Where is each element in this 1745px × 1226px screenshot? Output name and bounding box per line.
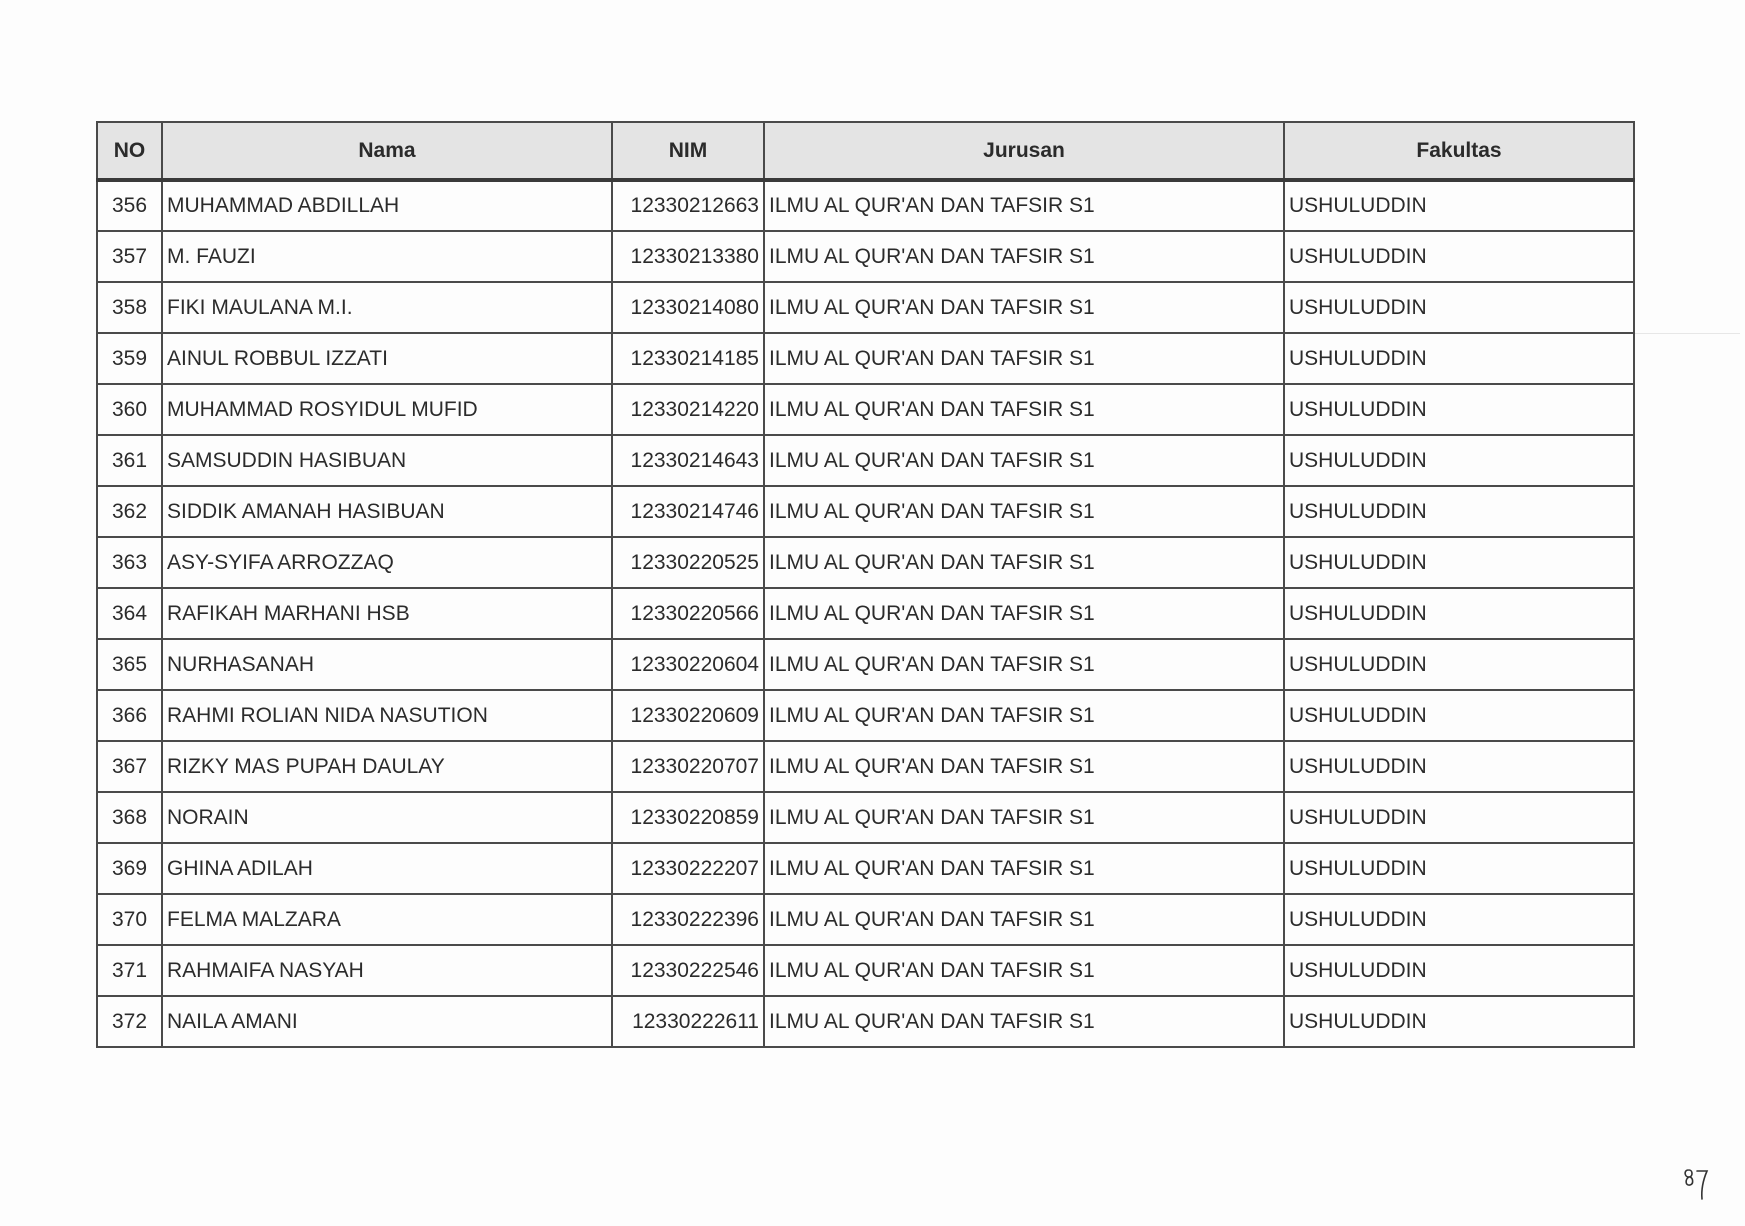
cell-jurusan: ILMU AL QUR'AN DAN TAFSIR S1: [764, 741, 1284, 792]
table-row: [97, 792, 1634, 843]
cell-nama: SIDDIK AMANAH HASIBUAN: [162, 486, 612, 537]
cell-jurusan: ILMU AL QUR'AN DAN TAFSIR S1: [764, 282, 1284, 333]
cell-nama: RAHMAIFA NASYAH: [162, 945, 612, 996]
cell-nim: 12330222611: [612, 996, 764, 1047]
table-row: [97, 282, 1634, 333]
cell-jurusan: ILMU AL QUR'AN DAN TAFSIR S1: [764, 639, 1284, 690]
cell-fakultas: USHULUDDIN: [1284, 588, 1634, 639]
cell-fakultas: USHULUDDIN: [1284, 435, 1634, 486]
cell-fakultas: USHULUDDIN: [1284, 282, 1634, 333]
cell-no: 369: [97, 843, 162, 894]
table-row: [97, 180, 1634, 231]
cell-jurusan: ILMU AL QUR'AN DAN TAFSIR S1: [764, 894, 1284, 945]
cell-no: 358: [97, 282, 162, 333]
cell-nim: 12330220525: [612, 537, 764, 588]
cell-nim: 12330220609: [612, 690, 764, 741]
cell-fakultas: USHULUDDIN: [1284, 333, 1634, 384]
cell-nim: 12330220707: [612, 741, 764, 792]
cell-nama: RIZKY MAS PUPAH DAULAY: [162, 741, 612, 792]
table-row: [97, 486, 1634, 537]
cell-jurusan: ILMU AL QUR'AN DAN TAFSIR S1: [764, 792, 1284, 843]
cell-fakultas: USHULUDDIN: [1284, 843, 1634, 894]
handwritten-page-number: [1682, 1166, 1712, 1202]
cell-jurusan: ILMU AL QUR'AN DAN TAFSIR S1: [764, 996, 1284, 1047]
cell-no: 368: [97, 792, 162, 843]
cell-no: 367: [97, 741, 162, 792]
header-no: NO: [97, 122, 162, 180]
header-fakultas: Fakultas: [1284, 122, 1634, 180]
table-body: [97, 180, 1634, 1047]
cell-nama: NURHASANAH: [162, 639, 612, 690]
cell-nama: ASY-SYIFA ARROZZAQ: [162, 537, 612, 588]
cell-nim: 12330214220: [612, 384, 764, 435]
cell-fakultas: USHULUDDIN: [1284, 894, 1634, 945]
table-row: [97, 690, 1634, 741]
cell-nim: 12330220566: [612, 588, 764, 639]
cell-nama: M. FAUZI: [162, 231, 612, 282]
cell-nim: 12330214746: [612, 486, 764, 537]
cell-nim: 12330220859: [612, 792, 764, 843]
cell-jurusan: ILMU AL QUR'AN DAN TAFSIR S1: [764, 435, 1284, 486]
cell-fakultas: USHULUDDIN: [1284, 792, 1634, 843]
table-row: [97, 639, 1634, 690]
cell-no: 363: [97, 537, 162, 588]
cell-fakultas: USHULUDDIN: [1284, 384, 1634, 435]
cell-nama: MUHAMMAD ROSYIDUL MUFID: [162, 384, 612, 435]
cell-nim: 12330214185: [612, 333, 764, 384]
cell-fakultas: USHULUDDIN: [1284, 639, 1634, 690]
cell-nama: NORAIN: [162, 792, 612, 843]
cell-nama: FELMA MALZARA: [162, 894, 612, 945]
cell-jurusan: ILMU AL QUR'AN DAN TAFSIR S1: [764, 384, 1284, 435]
cell-nim: 12330222396: [612, 894, 764, 945]
cell-nama: NAILA AMANI: [162, 996, 612, 1047]
cell-no: 357: [97, 231, 162, 282]
table-row: [97, 435, 1634, 486]
cell-nim: 12330222546: [612, 945, 764, 996]
cell-jurusan: ILMU AL QUR'AN DAN TAFSIR S1: [764, 588, 1284, 639]
cell-nama: FIKI MAULANA M.I.: [162, 282, 612, 333]
table-row: [97, 894, 1634, 945]
cell-nim: 12330213380: [612, 231, 764, 282]
cell-fakultas: USHULUDDIN: [1284, 180, 1634, 231]
table-row: [97, 231, 1634, 282]
cell-no: 359: [97, 333, 162, 384]
cell-nama: SAMSUDDIN HASIBUAN: [162, 435, 612, 486]
cell-jurusan: ILMU AL QUR'AN DAN TAFSIR S1: [764, 486, 1284, 537]
header-nim: NIM: [612, 122, 764, 180]
header-row: [97, 122, 1634, 180]
table-row: [97, 741, 1634, 792]
cell-nama: AINUL ROBBUL IZZATI: [162, 333, 612, 384]
cell-jurusan: ILMU AL QUR'AN DAN TAFSIR S1: [764, 180, 1284, 231]
cell-no: 371: [97, 945, 162, 996]
cell-nama: MUHAMMAD ABDILLAH: [162, 180, 612, 231]
cell-nama: RAHMI ROLIAN NIDA NASUTION: [162, 690, 612, 741]
cell-fakultas: USHULUDDIN: [1284, 996, 1634, 1047]
cell-nim: 12330214080: [612, 282, 764, 333]
cell-fakultas: USHULUDDIN: [1284, 690, 1634, 741]
cell-nama: GHINA ADILAH: [162, 843, 612, 894]
cell-fakultas: USHULUDDIN: [1284, 231, 1634, 282]
cell-fakultas: USHULUDDIN: [1284, 945, 1634, 996]
cell-jurusan: ILMU AL QUR'AN DAN TAFSIR S1: [764, 690, 1284, 741]
cell-fakultas: USHULUDDIN: [1284, 537, 1634, 588]
student-table: [96, 121, 1635, 1048]
cell-nim: 12330214643: [612, 435, 764, 486]
table-row: [97, 384, 1634, 435]
table-row: [97, 537, 1634, 588]
cell-nim: 12330212663: [612, 180, 764, 231]
cell-no: 364: [97, 588, 162, 639]
cell-nim: 12330222207: [612, 843, 764, 894]
table-row: [97, 945, 1634, 996]
cell-no: 370: [97, 894, 162, 945]
cell-no: 361: [97, 435, 162, 486]
cell-jurusan: ILMU AL QUR'AN DAN TAFSIR S1: [764, 231, 1284, 282]
cell-jurusan: ILMU AL QUR'AN DAN TAFSIR S1: [764, 333, 1284, 384]
table-header: [97, 122, 1634, 180]
table-row: [97, 996, 1634, 1047]
table-row: [97, 333, 1634, 384]
header-nama: Nama: [162, 122, 612, 180]
cell-nim: 12330220604: [612, 639, 764, 690]
table-row: [97, 588, 1634, 639]
cell-no: 362: [97, 486, 162, 537]
cell-fakultas: USHULUDDIN: [1284, 741, 1634, 792]
table-row: [97, 843, 1634, 894]
cell-no: 356: [97, 180, 162, 231]
cell-fakultas: USHULUDDIN: [1284, 486, 1634, 537]
cell-jurusan: ILMU AL QUR'AN DAN TAFSIR S1: [764, 537, 1284, 588]
cell-nama: RAFIKAH MARHANI HSB: [162, 588, 612, 639]
header-jurusan: Jurusan: [764, 122, 1284, 180]
cell-jurusan: ILMU AL QUR'AN DAN TAFSIR S1: [764, 843, 1284, 894]
cell-no: 365: [97, 639, 162, 690]
cell-no: 360: [97, 384, 162, 435]
cell-no: 366: [97, 690, 162, 741]
cell-jurusan: ILMU AL QUR'AN DAN TAFSIR S1: [764, 945, 1284, 996]
cell-no: 372: [97, 996, 162, 1047]
